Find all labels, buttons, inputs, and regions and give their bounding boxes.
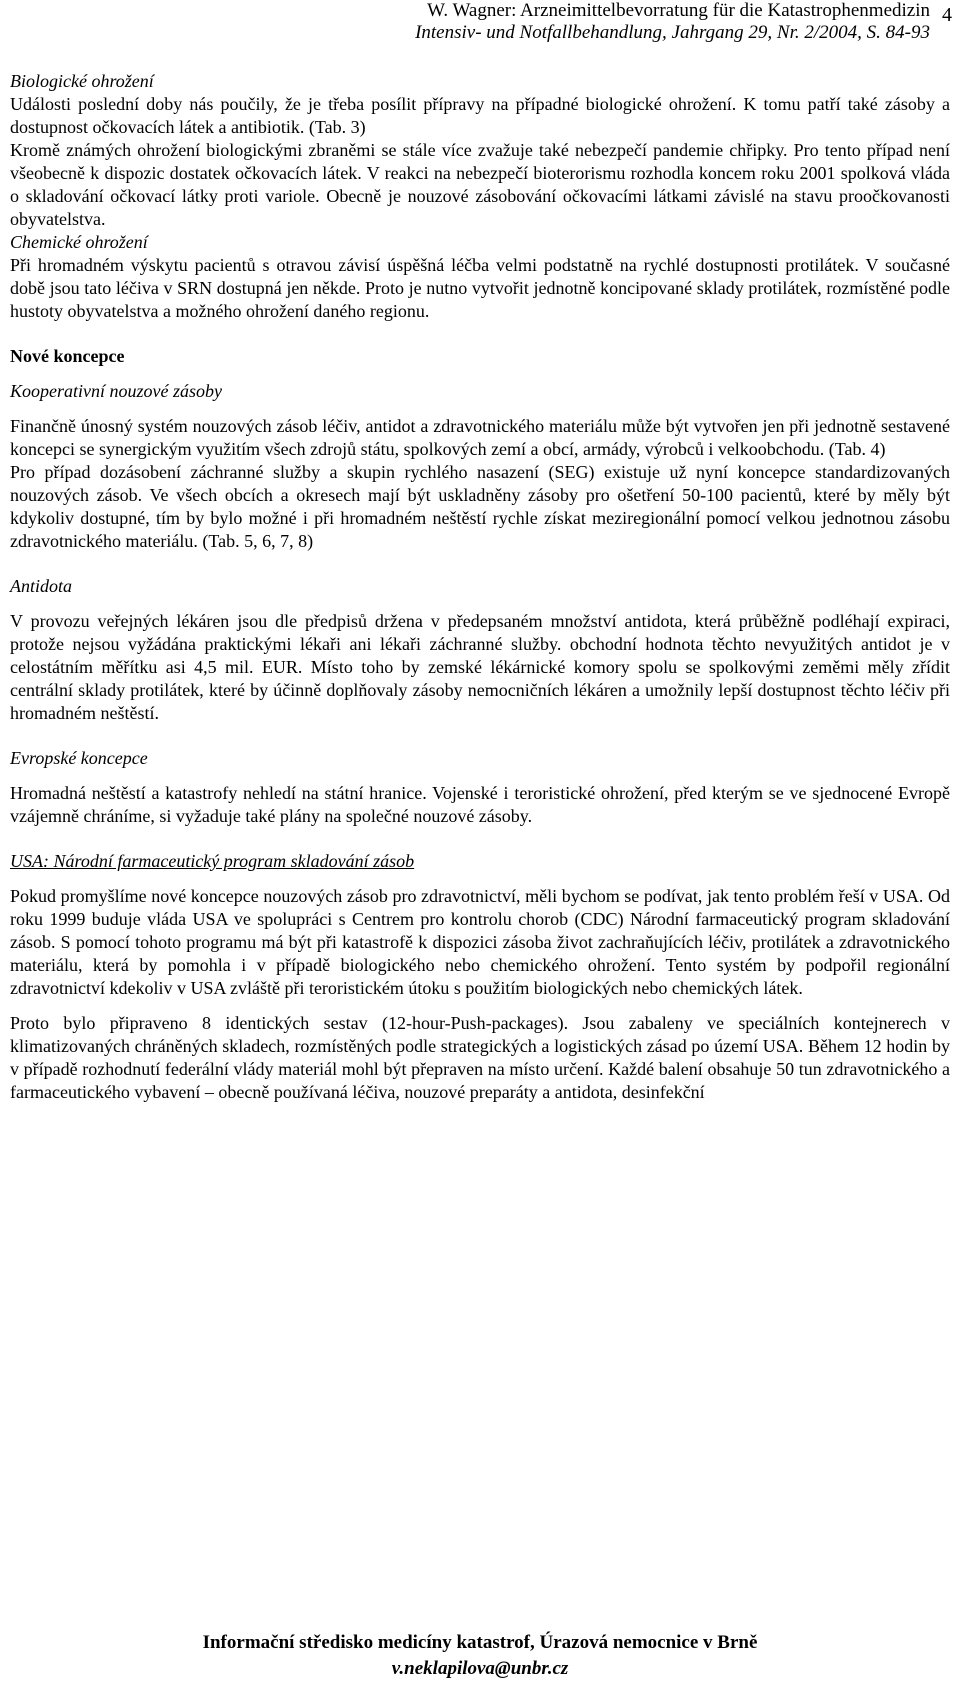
paragraph: Kromě známých ohrožení biologickými zbraněmi se stále více zvažuje také nebezpečí pandemie chřipky. Pro tento případ není všeobecně k dispozic dostatek očkovacích látek. V reakci na nebezpečí bioterorismu rozhodla koncem roku 2001 spolková vláda o skladování očkovací látky proti variole. Obecně je nouzové zásobování očkovacími látkami závislé na stavu proočkovanosti obyvatelstva. xyxy=(10,140,950,229)
paragraph: V provozu veřejných lékáren jsou dle předpisů držena v předepsaném množství antidota, která průběžně podléhají expiraci, protože nejsou vyžádána praktickými lékaři ani lékaři záchranné služby. obchodní hodnota těchto nevyužitých antidot je v celostátním měřítku asi 4,5 mil. EUR. Místo toho by zemské lékárnické komory spolu se spolkovými zeměmi měly zřídit centrální sklady protilátek, které by účinně doplňovaly zásoby nemocničních lékáren a umožnily lepší dostupnost těchto léčiv při hromadném neštěstí. xyxy=(10,611,950,723)
paragraph: Proto bylo připraveno 8 identických sestav (12-hour-Push-packages). Jsou zabaleny ve speciálních kontejnerech v klimatizovaných chráněných skladech, rozmístěných podle strategických a logistických zásad po území USA. Během 12 hodin by v případě rozhodnutí federální vlády materiál mohl být přepraven na místo určení. Každé balení obsahuje 50 tun zdravotnického a farmaceutického vybavení – obecně používaná léčiva, nouzové preparáty a antidota, desinfekční xyxy=(10,1013,950,1102)
page-footer xyxy=(0,1630,960,1682)
header-title: W. Wagner: Arzneimittelbevorratung für die Katastrophenmedizin xyxy=(427,0,930,21)
header-citation: Intensiv- und Notfallbehandlung, Jahrgang 29, Nr. 2/2004, S. 84-93 xyxy=(415,22,930,43)
heading-chemical: Chemické ohrožení xyxy=(10,232,148,252)
heading-new-concepts: Nové koncepce xyxy=(10,346,125,366)
paragraph: Pro případ dozásobení záchranné služby a skupin rychlého nasazení (SEG) existuje už nyní koncepce standardizovaných nouzových zásob. Ve všech obcích a okresech mají být uskladněny zásoby pro ošetření 50-100 pacientů, které by měly být kdykoliv dostupné, tím by bylo možné i při hromadném neštěstí rychle získat meziregionální pomocí velkou jednotnou zásobu zdravotnického materiálu. (Tab. 5, 6, 7, 8) xyxy=(10,462,950,551)
heading-cooperative: Kooperativní nouzové zásoby xyxy=(10,381,222,401)
running-header xyxy=(415,0,930,44)
footer-institution: Informační středisko medicíny katastrof, Úrazová nemocnice v Brně xyxy=(202,1632,758,1653)
heading-antidota: Antidota xyxy=(10,576,72,596)
article-body xyxy=(10,70,950,1104)
heading-usa: USA: Národní farmaceutický program skladování zásob xyxy=(10,851,415,871)
paragraph: Při hromadném výskytu pacientů s otravou závisí úspěšná léčba velmi podstatně na rychlé dostupnosti protilátek. V současné době jsou tato léčiva v SRN dostupná jen někde. Proto je nutno vytvořit jednotně koncipované sklady protilátek, rozmístěné podle hustoty obyvatelstva a možného ohrožení daného regionu. xyxy=(10,255,950,321)
paragraph: Finančně únosný systém nouzových zásob léčiv, antidot a zdravotnického materiálu může být vytvořen jen při jednotně sestavené koncepci se synergickým využitím všech zdrojů státu, spolkových zemí a obcí, armády, výrobců i velkoobchodu. (Tab. 4) xyxy=(10,416,950,459)
footer-email[interactable]: v.neklapilova@unbr.cz xyxy=(391,1658,569,1679)
heading-european: Evropské koncepce xyxy=(10,748,148,768)
heading-biological: Biologické ohrožení xyxy=(10,71,154,91)
paragraph: Hromadná neštěstí a katastrofy nehledí na státní hranice. Vojenské i teroristické ohrožení, před kterým se ve sjednocené Evropě vzájemně chráníme, si vyžaduje také plány na společné nouzové zásoby. xyxy=(10,783,950,826)
paragraph: Události poslední doby nás poučily, že je třeba posílit přípravy na případné biologické ohrožení. K tomu patří také zásoby a dostupnost očkovacích látek a antibiotik. (Tab. 3) xyxy=(10,94,950,137)
page-number: 4 xyxy=(942,4,952,26)
paragraph: Pokud promyšlíme nové koncepce nouzových zásob pro zdravotnictví, měli bychom se podívat, jak tento problém řeší v USA. Od roku 1999 buduje vláda USA ve spolupráci s Centrem pro kontrolu chorob (CDC) Národní farmaceutický program skladování zásob. S pomocí tohoto programu má být při katastrofě k dispozici zásoba život zachraňujících léčiv, protilátek a zdravotnického materiálu, která by pomohla i v případě biologického nebo chemického ohrožení. Tento systém by podpořil regionální zdravotnictví kdekoliv v USA zvláště při teroristickém útoku s použitím biologických nebo chemických látek. xyxy=(10,886,950,998)
